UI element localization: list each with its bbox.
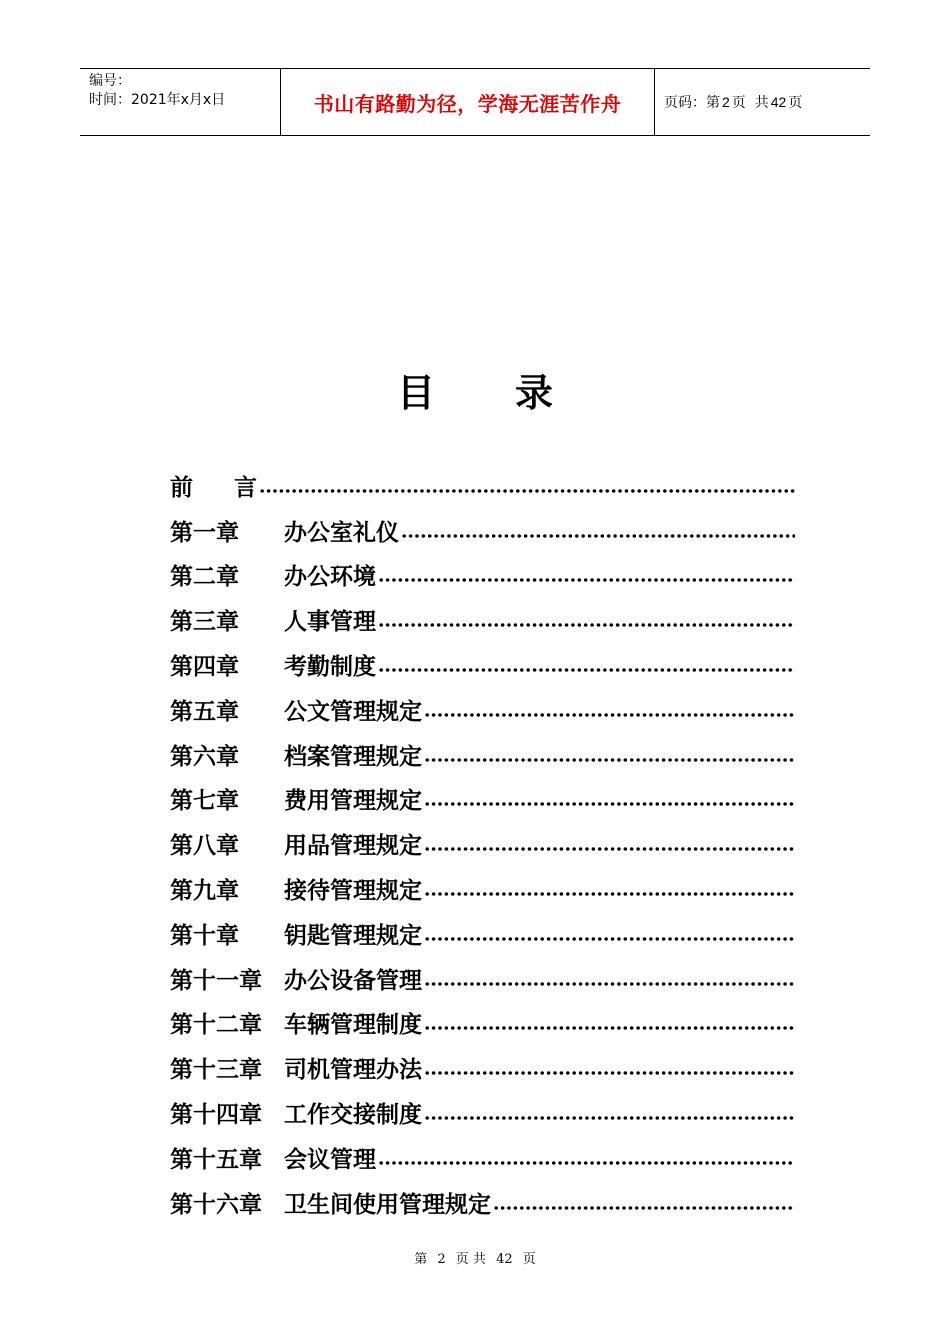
toc-entry[interactable] <box>170 642 795 687</box>
toc-entry[interactable] <box>170 956 795 1001</box>
title-char-2: 录 <box>515 370 554 415</box>
toc-entry[interactable] <box>170 597 795 642</box>
toc-chapter-title: 人事管理 <box>284 609 376 636</box>
page-total: 42 <box>770 94 787 110</box>
toc-chapter-number: 前 <box>170 474 193 501</box>
time-label: 时间：2021年x月x日 <box>89 92 226 108</box>
toc-entry[interactable] <box>170 777 795 822</box>
footer-total: 42 <box>496 1252 513 1267</box>
toc-chapter-title: 卫生间使用管理规定 <box>284 1191 491 1218</box>
toc-entry[interactable] <box>170 553 795 598</box>
toc-chapter-title: 车辆管理制度 <box>284 1012 422 1039</box>
toc-chapter-number: 第十六章 <box>170 1191 262 1218</box>
toc-chapter-number: 第九章 <box>170 878 239 905</box>
title-char-1: 目 <box>396 370 435 415</box>
toc-dot-leader <box>401 519 795 542</box>
footer-suffix: 页 <box>522 1252 536 1267</box>
toc-chapter-title: 工作交接制度 <box>284 1102 422 1129</box>
toc-dot-leader <box>424 967 795 990</box>
toc-dot-leader <box>378 608 795 631</box>
number-label: 编号： <box>89 73 131 89</box>
toc-chapter-title: 公文管理规定 <box>284 698 422 725</box>
toc-dot-leader <box>424 787 795 810</box>
page-suffix: 页 <box>788 95 803 111</box>
toc-chapter-number: 第八章 <box>170 833 239 860</box>
toc-dot-leader <box>493 1191 795 1214</box>
toc-chapter-title: 办公环境 <box>284 564 376 591</box>
page-prefix: 页码：第 <box>664 95 720 111</box>
toc-chapter-number: 第十四章 <box>170 1102 262 1129</box>
toc-chapter-title: 司机管理办法 <box>284 1057 422 1084</box>
toc-dot-leader <box>378 563 795 586</box>
toc-chapter-title: 办公室礼仪 <box>284 519 399 546</box>
toc-dot-leader <box>378 653 795 676</box>
toc-chapter-number: 第六章 <box>170 743 239 770</box>
toc-entry[interactable] <box>170 821 795 866</box>
footer-current: 2 <box>437 1252 446 1267</box>
page-current: 2 <box>722 94 730 110</box>
header-motto-cell <box>281 69 655 135</box>
toc-chapter-title: 钥匙管理规定 <box>284 922 422 949</box>
toc-chapter-number: 第三章 <box>170 609 239 636</box>
toc-dot-leader <box>424 877 795 900</box>
toc-entry[interactable] <box>170 463 795 508</box>
page-mid: 页 共 <box>731 95 769 111</box>
toc-entry[interactable] <box>170 1090 795 1135</box>
toc-chapter-number: 第十一章 <box>170 967 262 994</box>
toc-dot-leader <box>424 922 795 945</box>
toc-chapter-number: 第四章 <box>170 654 239 681</box>
toc-chapter-title: 考勤制度 <box>284 654 376 681</box>
footer-mid: 页 共 <box>455 1252 486 1267</box>
toc-chapter-title: 会议管理 <box>284 1146 376 1173</box>
toc-chapter-title: 费用管理规定 <box>284 788 422 815</box>
toc-chapter-title: 用品管理规定 <box>284 833 422 860</box>
toc-chapter-number: 第五章 <box>170 698 239 725</box>
toc-chapter-title: 档案管理规定 <box>284 743 422 770</box>
toc-chapter-number: 第一章 <box>170 519 239 546</box>
toc-chapter-number: 第十五章 <box>170 1146 262 1173</box>
table-of-contents <box>170 463 795 1225</box>
toc-dot-leader <box>424 743 795 766</box>
toc-dot-leader <box>424 1056 795 1079</box>
toc-chapter-number: 第二章 <box>170 564 239 591</box>
header-page-cell <box>655 69 870 135</box>
toc-entry[interactable] <box>170 687 795 732</box>
toc-dot-leader <box>424 698 795 721</box>
toc-chapter-number: 第十三章 <box>170 1057 262 1084</box>
toc-dot-leader <box>378 1146 795 1169</box>
toc-chapter-title: 办公设备管理 <box>284 967 422 994</box>
page-title <box>0 362 950 417</box>
toc-chapter-title: 接待管理规定 <box>284 878 422 905</box>
toc-chapter-number: 第十二章 <box>170 1012 262 1039</box>
header-info-cell <box>80 69 281 135</box>
toc-dot-leader <box>259 474 795 497</box>
toc-chapter-number: 第七章 <box>170 788 239 815</box>
toc-entry[interactable] <box>170 866 795 911</box>
page-header <box>80 68 870 136</box>
toc-entry[interactable] <box>170 732 795 777</box>
toc-chapter-number: 第十章 <box>170 922 239 949</box>
toc-dot-leader <box>424 1101 795 1124</box>
toc-entry[interactable] <box>170 911 795 956</box>
motto-text: 书山有路勤为径，学海无涯苦作舟 <box>313 91 622 116</box>
toc-dot-leader <box>424 1011 795 1034</box>
toc-entry[interactable] <box>170 1001 795 1046</box>
toc-entry[interactable] <box>170 1180 795 1225</box>
toc-entry[interactable] <box>170 508 795 553</box>
toc-dot-leader <box>424 832 795 855</box>
footer-prefix: 第 <box>414 1252 428 1267</box>
toc-chapter-title: 言 <box>234 474 257 501</box>
page-footer <box>0 1248 950 1267</box>
toc-entry[interactable] <box>170 1135 795 1180</box>
toc-entry[interactable] <box>170 1045 795 1090</box>
